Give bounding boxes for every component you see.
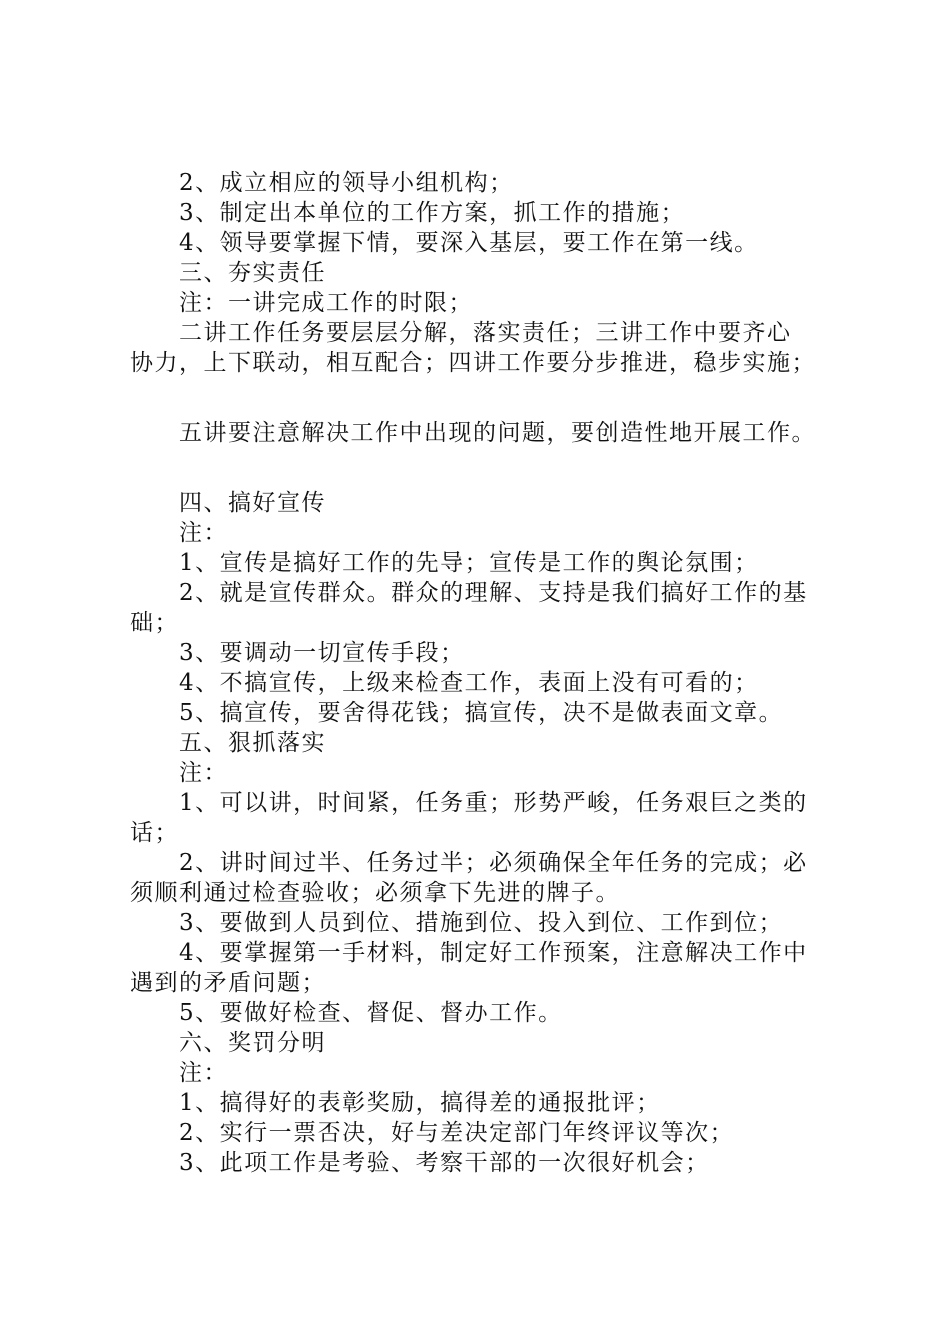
text-line: 3、要调动一切宣传手段； [179, 640, 465, 666]
text-line: 1、可以讲，时间紧，任务重；形势严峻，任务艰巨之类的 [179, 790, 808, 816]
text-line: 1、搞得好的表彰奖励，搞得差的通报批评； [179, 1090, 661, 1116]
text-line: 2、就是宣传群众。群众的理解、支持是我们搞好工作的基 [179, 580, 808, 606]
text-line: 1、宣传是搞好工作的先导；宣传是工作的舆论氛围； [179, 550, 759, 576]
text-line: 础； [130, 610, 179, 636]
text-line: 遇到的矛盾问题； [130, 970, 326, 996]
text-line: 2、成立相应的领导小组机构； [179, 170, 514, 196]
text-line: 3、制定出本单位的工作方案，抓工作的措施； [179, 200, 686, 226]
note-line: 注： [179, 520, 228, 546]
section-heading: 五、狠抓落实 [179, 730, 326, 756]
note-line: 注： [179, 1060, 228, 1086]
text-line: 3、要做到人员到位、措施到位、投入到位、工作到位； [179, 910, 784, 936]
note-line: 注： [179, 760, 228, 786]
text-line: 3、此项工作是考验、考察干部的一次很好机会； [179, 1150, 710, 1176]
text-line: 须顺利通过检查验收；必须拿下先进的牌子。 [130, 880, 620, 906]
text-line: 协力，上下联动，相互配合；四讲工作要分步推进，稳步实施； [130, 350, 816, 376]
text-line: 2、讲时间过半、任务过半；必须确保全年任务的完成；必 [179, 850, 808, 876]
section-heading: 六、奖罚分明 [179, 1030, 326, 1056]
note-line: 注：一讲完成工作的时限； [179, 290, 473, 316]
text-line: 二讲工作任务要层层分解，落实责任；三讲工作中要齐心 [179, 320, 792, 346]
text-line: 4、不搞宣传，上级来检查工作，表面上没有可看的； [179, 670, 759, 696]
text-line: 五讲要注意解决工作中出现的问题，要创造性地开展工作。 [179, 420, 816, 446]
section-heading: 四、搞好宣传 [179, 490, 326, 516]
section-heading: 三、夯实责任 [179, 260, 326, 286]
text-line: 5、搞宣传，要舍得花钱；搞宣传，决不是做表面文章。 [179, 700, 784, 726]
text-line: 5、要做好检查、督促、督办工作。 [179, 1000, 563, 1026]
document-page [130, 168, 840, 1178]
text-line: 话； [130, 820, 179, 846]
text-line: 2、实行一票否决，好与差决定部门年终评议等次； [179, 1120, 735, 1146]
text-line: 4、领导要掌握下情，要深入基层，要工作在第一线。 [179, 230, 759, 256]
text-line: 4、要掌握第一手材料，制定好工作预案，注意解决工作中 [179, 940, 808, 966]
